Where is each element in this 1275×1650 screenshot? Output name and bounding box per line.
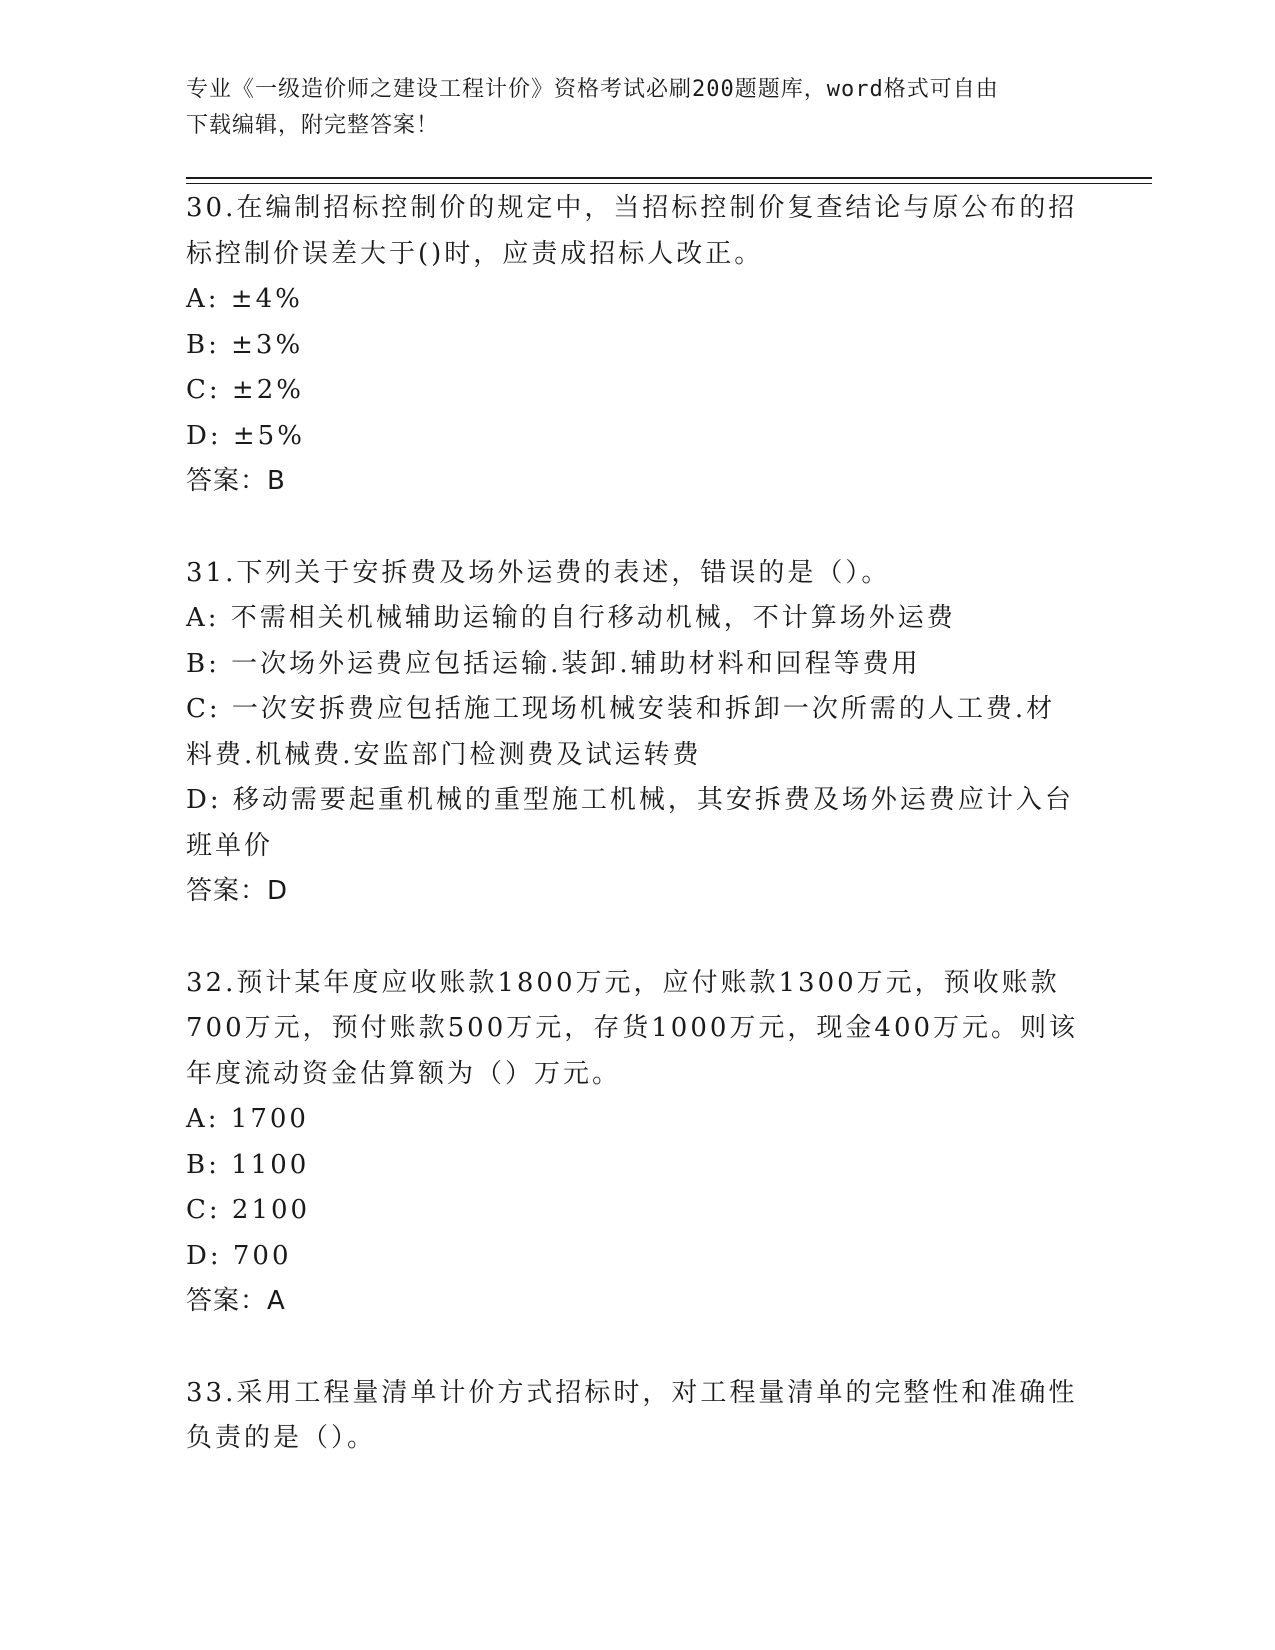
option-c: C: 2100: [186, 1195, 311, 1225]
question-text-line: 标控制价误差大于()时，应责成招标人改正。: [186, 238, 764, 269]
question-text-line: 33.采用工程量清单计价方式招标时，对工程量清单的完整性和准确性: [186, 1377, 1078, 1408]
question-31: [186, 551, 1086, 915]
question-33: [186, 1371, 1086, 1462]
option-a: A: ±4%: [186, 284, 303, 314]
question-text-line: 年度流动资金估算额为（）万元。: [186, 1058, 622, 1089]
header-line-2: 下载编辑，附完整答案！: [186, 113, 440, 138]
option-d: D: 700: [186, 1240, 292, 1271]
document-header: [186, 72, 1066, 144]
question-30: [186, 186, 1086, 505]
option-a: A: 1700: [186, 1104, 309, 1134]
option-a: A: 不需相关机械辅助运输的自行移动机械，不计算场外运费: [186, 603, 956, 633]
answer-line: 答案：A: [186, 1286, 286, 1316]
option-b: B: 1100: [186, 1149, 310, 1180]
option-d: D: ±5%: [186, 420, 305, 451]
option-c: C: ±2%: [186, 375, 304, 405]
question-32: [186, 961, 1086, 1325]
question-text-line: 700万元，预付账款500万元，存货1000万元，现金400万元。则该: [186, 1013, 1079, 1043]
question-text-line: 31.下列关于安拆费及场外运费的表述，错误的是（）。: [186, 557, 891, 588]
option-b: B: ±3%: [186, 329, 304, 360]
question-text-line: 负责的是（）。: [186, 1423, 377, 1453]
option-c: C: 一次安拆费应包括施工现场机械安装和拆卸一次所需的人工费.材 料费.机械费.安监部门检测费及试运转费: [186, 694, 1056, 770]
answer-line: 答案：B: [186, 466, 286, 496]
question-list: [186, 186, 1086, 1508]
header-divider-thick: [186, 177, 1152, 179]
option-d: D: 移动需要起重机械的重型施工机械，其安拆费及场外运费应计入台 班单价: [186, 785, 1074, 861]
header-line-1: 专业《一级造价师之建设工程计价》资格考试必刷200题题库，word格式可自由: [186, 77, 999, 102]
question-text-line: 32.预计某年度应收账款1800万元，应付账款1300万元，预收账款: [186, 967, 1060, 998]
question-text-line: 30.在编制招标控制价的规定中，当招标控制价复查结论与原公布的招: [186, 193, 1078, 223]
option-b: B: 一次场外运费应包括运输.装卸.辅助材料和回程等费用: [186, 648, 921, 679]
answer-line: 答案：D: [186, 876, 289, 906]
header-divider-thin: [186, 183, 1152, 184]
